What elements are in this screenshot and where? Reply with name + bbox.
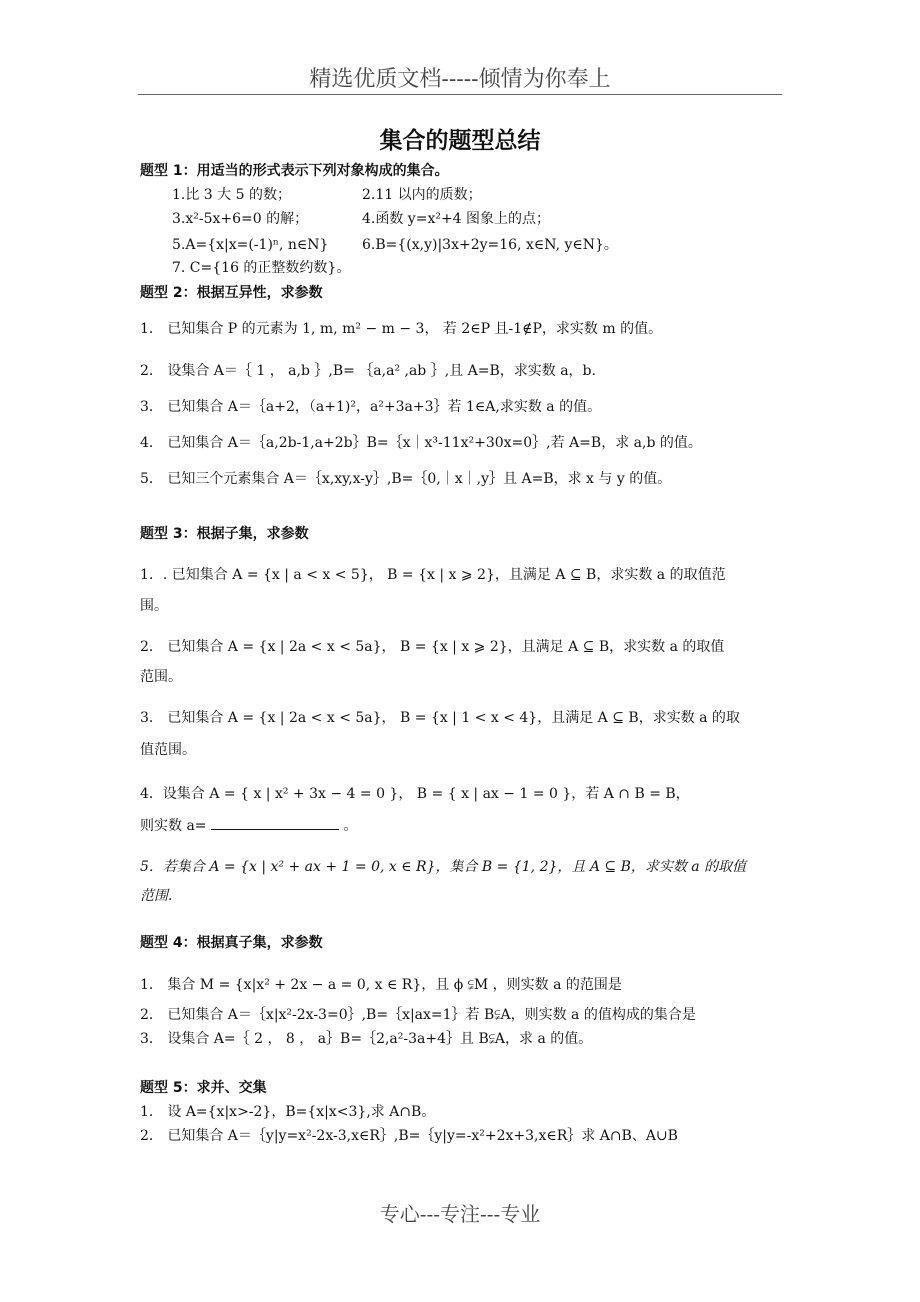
page-footer: 专心---专注---专业	[379, 1202, 541, 1226]
s5-question-2: 2． 已知集合 A＝｛y|y=x²-2x-3,x∈R｝,B=｛y|y=-x²+2x+3,x∈R｝求 A∩B、A∪B	[140, 1128, 678, 1144]
s1-item-2: 2.11 以内的质数；	[362, 187, 482, 203]
s2-question-5: 5． 已知三个元素集合 A＝｛x,xy,x-y｝,B=｛0,｜x｜,y｝且 A=B，求 x 与 y 的值。	[140, 471, 672, 487]
s2-question-2: 2． 设集合 A＝｛ 1 ， a,b ｝,B= ｛a,a² ,ab ｝,且 A=B，求实数 a，b.	[140, 363, 596, 379]
s4-question-2: 2． 已知集合 A＝｛x|x²-2x-3=0｝,B=｛x|ax=1｝若 B⫋A，则实数 a 的值构成的集合是	[140, 1007, 696, 1023]
s3-question-5-cont: 范围.	[140, 888, 173, 904]
section-1-heading: 题型 1：用适当的形式表示下列对象构成的集合。	[140, 163, 449, 179]
s3-question-1-cont: 围。	[140, 598, 168, 614]
s1-item-3: 3.x²-5x+6=0 的解；	[172, 211, 309, 227]
s5-question-1: 1． 设 A={x|x>-2}，B={x|x<3},求 A∩B。	[140, 1104, 436, 1120]
s3-question-4: 4．设集合 A = { x | x² + 3x − 4 = 0 }， B = { x | ax − 1 = 0 }，若 A ∩ B = B，	[140, 786, 690, 802]
s3-question-2-cont: 范围。	[140, 669, 182, 685]
s1-item-6: 6.B={(x,y)|3x+2y=16, x∈N, y∈N}。	[362, 237, 618, 253]
section-4-heading: 题型 4：根据真子集，求参数	[140, 935, 323, 951]
section-3-heading: 题型 3：根据子集，求参数	[140, 526, 309, 542]
s3-q4-prompt: 则实数 a=	[140, 818, 207, 834]
s2-question-4: 4． 已知集合 A＝｛a,2b-1,a+2b｝B=｛x｜x³-11x²+30x=0｝,若 A=B，求 a,b 的值。	[140, 435, 702, 451]
answer-blank	[211, 815, 339, 830]
header-divider	[138, 94, 782, 95]
s2-question-3: 3． 已知集合 A＝｛a+2，（a+1)²，a²+3a+3｝若 1∈A,求实数 a 的值。	[140, 399, 602, 415]
s4-question-3: 3． 设集合 A=｛ 2 ， 8 ， a｝B=｛2,a²-3a+4｝且 B⫋A，求 a 的值。	[140, 1031, 593, 1047]
s3-question-3: 3． 已知集合 A = {x | 2a < x < 5a}， B = {x | 1 < x < 4}，且满足 A ⊆ B，求实数 a 的取	[140, 710, 740, 726]
s3-question-1: 1．. 已知集合 A = {x | a < x < 5}， B = {x | x ⩾ 2}，且满足 A ⊆ B，求实数 a 的取值范	[140, 567, 726, 583]
page-header: 精选优质文档-----倾情为你奉上	[309, 67, 611, 92]
section-5-heading: 题型 5：求并、交集	[140, 1080, 267, 1096]
section-2-heading: 题型 2：根据互异性，求参数	[140, 285, 323, 301]
s3-q4-end: 。	[343, 818, 358, 834]
s3-question-4-cont	[140, 815, 357, 835]
s1-item-4: 4.函数 y=x²+4 图象上的点；	[362, 211, 551, 227]
s3-question-3-cont: 值范围。	[140, 742, 196, 758]
s1-item-1: 1.比 3 大 5 的数；	[172, 187, 291, 203]
s1-item-7: 7. C={16 的正整数约数}。	[172, 260, 351, 276]
s4-question-1: 1． 集合 M = {x|x² + 2x − a = 0, x ∈ R}，且 ϕ ⫋M ，则实数 a 的范围是	[140, 977, 622, 993]
s3-question-2: 2． 已知集合 A = {x | 2a < x < 5a}， B = {x | x ⩾ 2}，且满足 A ⊆ B，求实数 a 的取值	[140, 639, 725, 655]
s2-question-1: 1． 已知集合 P 的元素为 1, m, m² − m − 3， 若 2∈P 且-1∉P，求实数 m 的值。	[140, 321, 663, 337]
s3-question-5: 5．若集合 A = {x | x² + ax + 1 = 0, x ∈ R}，集合 B = {1, 2}，且 A ⊆ B，求实数 a 的取值	[140, 859, 747, 875]
page-title: 集合的题型总结	[379, 128, 541, 154]
s1-item-5: 5.A={x|x=(-1)ⁿ, n∈N}	[172, 237, 329, 253]
